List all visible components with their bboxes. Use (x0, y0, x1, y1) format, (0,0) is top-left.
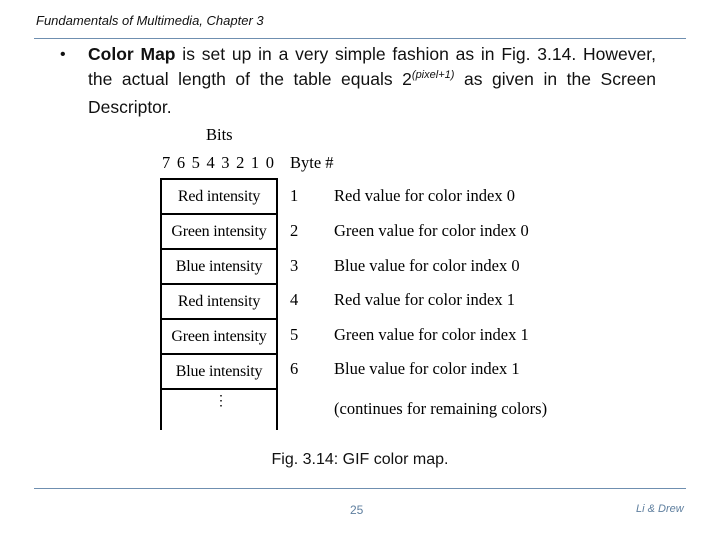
bit-number: 0 (265, 153, 274, 172)
byte-number: 3 (290, 256, 299, 275)
color-map-table (160, 178, 278, 430)
byte-description: Green value for color index 1 (334, 325, 529, 344)
color-map-cell: Blue intensity (162, 355, 276, 390)
figure-caption: Fig. 3.14: GIF color map. (271, 451, 449, 468)
bullet-line-3: Descriptor. (88, 97, 172, 117)
slide-header: Fundamentals of Multimedia, Chapter 3 (36, 13, 264, 28)
bit-number: 6 (176, 153, 186, 172)
color-map-cell: Red intensity (162, 285, 276, 320)
byte-description: Blue value for color index 1 (334, 359, 520, 378)
bits-label: Bits (206, 125, 233, 144)
byte-number: 2 (290, 221, 299, 240)
bit-number: 7 (162, 153, 171, 172)
byte-description: Red value for color index 1 (334, 290, 515, 309)
page-number: 25 (350, 503, 364, 517)
footer-divider (34, 488, 686, 489)
byte-number: 5 (290, 325, 299, 344)
color-map-cell: Green intensity (162, 215, 276, 250)
continuation-dots: ⋮ (214, 394, 228, 409)
bullet-line-2-pre: the actual length of the table equals 2 (88, 69, 412, 89)
bit-number: 5 (191, 153, 200, 172)
bullet-line-2-post: as given in the Screen (454, 69, 656, 89)
byte-number: 1 (290, 186, 299, 205)
color-map-cell: Red intensity (162, 180, 276, 215)
color-map-cell: Green intensity (162, 320, 276, 355)
byte-description: Green value for color index 0 (334, 221, 529, 240)
footer-authors: Li & Drew (636, 503, 684, 515)
bullet-term: Color Map (88, 44, 176, 64)
byte-number-header: Byte # (290, 153, 334, 172)
bullet-line-1-text: is set up in a very simple fashion as in Fig. 3.14. However, (175, 44, 656, 64)
byte-number: 6 (290, 359, 299, 378)
byte-description: Red value for color index 0 (334, 186, 515, 205)
bit-number: 3 (221, 153, 230, 172)
exponent-superscript: (pixel+1) (411, 69, 455, 81)
bit-number: 2 (236, 153, 245, 172)
byte-number: 4 (290, 290, 299, 309)
bit-number: 1 (250, 153, 260, 172)
bit-number: 4 (206, 153, 215, 172)
color-map-cell: Blue intensity (162, 250, 276, 285)
byte-description: Blue value for color index 0 (334, 256, 520, 275)
bullet-symbol: • (60, 46, 66, 63)
bit-numbers (162, 153, 274, 173)
continuation-description: (continues for remaining colors) (334, 399, 548, 418)
